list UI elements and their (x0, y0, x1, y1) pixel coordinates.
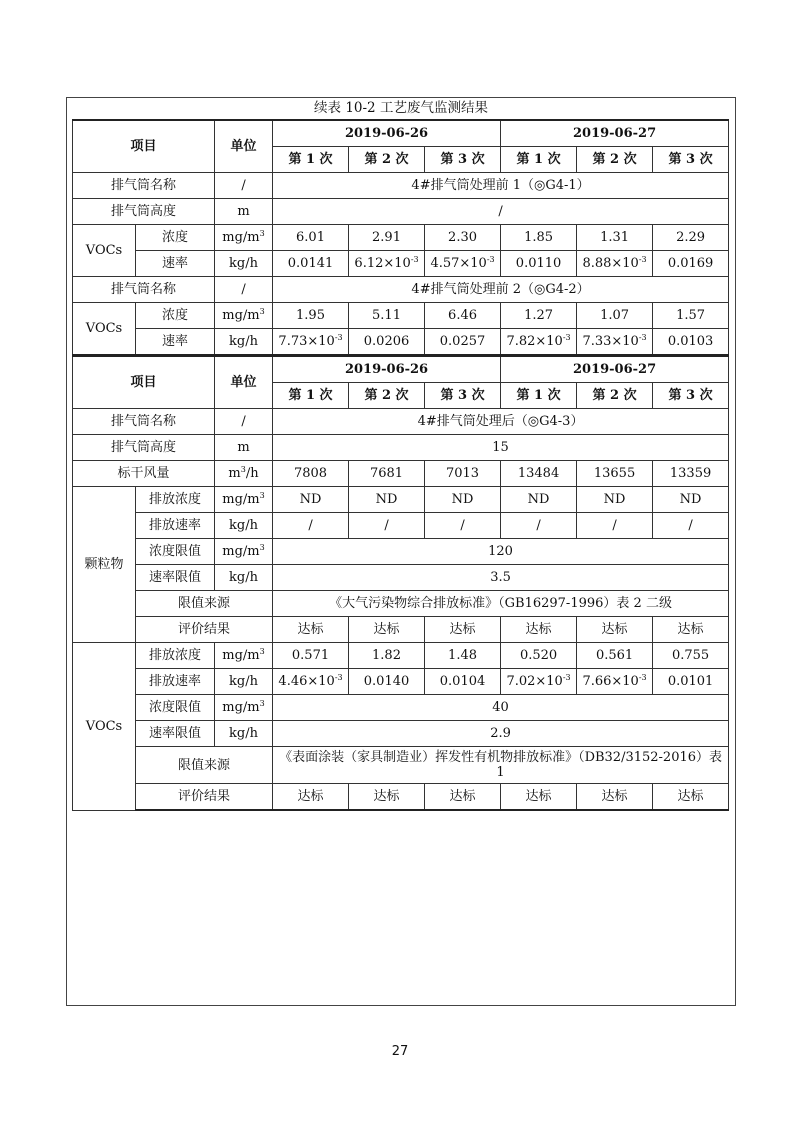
unit-cell: kg/h (215, 565, 273, 591)
unit-cell: $mg/m^3$ (215, 225, 273, 251)
unit-cell: kg/h (215, 251, 273, 277)
table-row (73, 225, 729, 251)
value-cell: 2.91 (349, 225, 425, 251)
value-cell: ND (653, 487, 729, 513)
header-run: 第 1 次 (501, 383, 577, 409)
value-cell: / (349, 513, 425, 539)
table-row (73, 591, 729, 617)
row-label: 浓度限值 (136, 695, 215, 721)
unit-cell: $mg/m^3$ (215, 643, 273, 669)
table-row (73, 617, 729, 643)
row-label: 排气筒名称 (73, 173, 215, 199)
value-cell: 0.0206 (349, 329, 425, 356)
table-row (73, 303, 729, 329)
value-cell: 达标 (501, 784, 577, 811)
unit-cell: kg/h (215, 721, 273, 747)
value-cell: 达标 (273, 784, 349, 811)
value-cell: $7.73\times 10^{-3}$ (273, 329, 349, 356)
header-run: 第 2 次 (577, 147, 653, 173)
value-cell: 达标 (501, 617, 577, 643)
row-label: 排气筒高度 (73, 435, 215, 461)
unit-cell: $mg/m^3$ (215, 487, 273, 513)
header-date-2: 2019-06-27 (501, 356, 729, 383)
table-row (73, 329, 729, 356)
value-cell: 0.571 (273, 643, 349, 669)
value-cell: 达标 (273, 617, 349, 643)
row-label: 标干风量 (73, 461, 215, 487)
limit-source-value: 《大气污染物综合排放标准》（GB16297-1996）表 2 二级 (273, 591, 729, 617)
value-cell: / (653, 513, 729, 539)
pollutant-label: 颗粒物 (73, 487, 136, 643)
row-label: 评价结果 (136, 784, 273, 811)
stack-name-value: 4#排气筒处理前 1（◎G4-1） (273, 173, 729, 199)
document-frame (66, 97, 736, 1006)
value-cell: 达标 (653, 784, 729, 811)
value-cell: 达标 (349, 617, 425, 643)
row-label: 速率 (136, 251, 215, 277)
value-cell: / (577, 513, 653, 539)
header-run: 第 2 次 (349, 383, 425, 409)
value-cell: 0.0140 (349, 669, 425, 695)
value-cell: 13484 (501, 461, 577, 487)
value-cell: 0.520 (501, 643, 577, 669)
value-cell: ND (273, 487, 349, 513)
value-cell: 1.95 (273, 303, 349, 329)
header-run: 第 3 次 (653, 383, 729, 409)
row-label: 排气筒名称 (73, 277, 215, 303)
value-cell: 13655 (577, 461, 653, 487)
value-cell: $7.82\times 10^{-3}$ (501, 329, 577, 356)
value-cell: 0.0104 (425, 669, 501, 695)
unit-cell: kg/h (215, 329, 273, 356)
value-cell: $6.12\times 10^{-3}$ (349, 251, 425, 277)
limit-source-value: 《表面涂装（家具制造业）挥发性有机物排放标准》（DB32/3152-2016）表 1 (273, 747, 729, 784)
header-date-2: 2019-06-27 (501, 120, 729, 147)
value-cell: 1.82 (349, 643, 425, 669)
monitoring-results-table (72, 119, 729, 811)
value-cell: 达标 (425, 784, 501, 811)
header-row-dates (73, 356, 729, 383)
pollutant-label: VOCs (73, 225, 136, 277)
value-cell: $4.46\times 10^{-3}$ (273, 669, 349, 695)
table-row (73, 461, 729, 487)
header-run: 第 1 次 (273, 383, 349, 409)
value-cell: 达标 (653, 617, 729, 643)
value-cell: $8.88\times 10^{-3}$ (577, 251, 653, 277)
table-row (73, 251, 729, 277)
header-run: 第 2 次 (349, 147, 425, 173)
pollutant-label: VOCs (73, 303, 136, 356)
value-cell: / (273, 513, 349, 539)
table-row (73, 695, 729, 721)
row-label: 速率限值 (136, 565, 215, 591)
unit-cell: $mg/m^3$ (215, 539, 273, 565)
row-label: 浓度 (136, 225, 215, 251)
table-row (73, 721, 729, 747)
table-row (73, 173, 729, 199)
table-row (73, 435, 729, 461)
table-row (73, 199, 729, 225)
value-cell: 达标 (577, 784, 653, 811)
row-label: 速率限值 (136, 721, 215, 747)
value-cell: 2.30 (425, 225, 501, 251)
header-item: 项目 (73, 356, 215, 409)
value-cell: 6.46 (425, 303, 501, 329)
header-run: 第 1 次 (273, 147, 349, 173)
row-label: 排气筒高度 (73, 199, 215, 225)
limit-value: 40 (273, 695, 729, 721)
value-cell: 达标 (425, 617, 501, 643)
table-row (73, 565, 729, 591)
row-label: 排放浓度 (136, 643, 215, 669)
unit-cell: $m^3/h$ (215, 461, 273, 487)
value-cell: 达标 (577, 617, 653, 643)
value-cell: 7013 (425, 461, 501, 487)
table-row (73, 747, 729, 784)
header-item: 项目 (73, 120, 215, 173)
value-cell: 2.29 (653, 225, 729, 251)
value-cell: ND (501, 487, 577, 513)
value-cell: 达标 (349, 784, 425, 811)
value-cell: 13359 (653, 461, 729, 487)
value-cell: 0.0110 (501, 251, 577, 277)
unit-cell: $mg/m^3$ (215, 695, 273, 721)
table-row (73, 784, 729, 811)
value-cell: 7681 (349, 461, 425, 487)
row-label: 速率 (136, 329, 215, 356)
table-row (73, 409, 729, 435)
limit-value: 3.5 (273, 565, 729, 591)
unit-cell: / (215, 173, 273, 199)
header-run: 第 1 次 (501, 147, 577, 173)
unit-cell: kg/h (215, 513, 273, 539)
stack-name-value: 4#排气筒处理前 2（◎G4-2） (273, 277, 729, 303)
row-label: 浓度 (136, 303, 215, 329)
value-cell: 6.01 (273, 225, 349, 251)
row-label: 排放速率 (136, 513, 215, 539)
header-run: 第 3 次 (425, 383, 501, 409)
unit-cell: kg/h (215, 669, 273, 695)
value-cell: 0.0103 (653, 329, 729, 356)
row-label: 排放浓度 (136, 487, 215, 513)
unit-cell: / (215, 409, 273, 435)
unit-cell: / (215, 277, 273, 303)
header-row-dates (73, 120, 729, 147)
value-cell: 1.27 (501, 303, 577, 329)
value-cell: 0.561 (577, 643, 653, 669)
table-row (73, 487, 729, 513)
stack-height-value: 15 (273, 435, 729, 461)
value-cell: 5.11 (349, 303, 425, 329)
value-cell: / (425, 513, 501, 539)
header-unit: 单位 (215, 120, 273, 173)
value-cell: $7.66\times 10^{-3}$ (577, 669, 653, 695)
row-label: 排气筒名称 (73, 409, 215, 435)
row-label: 浓度限值 (136, 539, 215, 565)
value-cell: 0.0169 (653, 251, 729, 277)
table-caption: 续表 10-2 工艺废气监测结果 (314, 100, 488, 116)
row-label: 限值来源 (136, 747, 273, 784)
header-unit: 单位 (215, 356, 273, 409)
header-run: 第 3 次 (425, 147, 501, 173)
table-row (73, 539, 729, 565)
header-date-1: 2019-06-26 (273, 356, 501, 383)
unit-cell: m (215, 199, 273, 225)
value-cell: 7808 (273, 461, 349, 487)
header-run: 第 2 次 (577, 383, 653, 409)
row-label: 排放速率 (136, 669, 215, 695)
pollutant-label: VOCs (73, 643, 136, 811)
value-cell: 1.31 (577, 225, 653, 251)
value-cell: 0.0101 (653, 669, 729, 695)
value-cell: $4.57\times 10^{-3}$ (425, 251, 501, 277)
unit-cell: $mg/m^3$ (215, 303, 273, 329)
table-row (73, 643, 729, 669)
header-run: 第 3 次 (653, 147, 729, 173)
limit-value: 2.9 (273, 721, 729, 747)
stack-height-value: / (273, 199, 729, 225)
page-number: 27 (391, 1044, 409, 1059)
table-row (73, 513, 729, 539)
value-cell: 0.0141 (273, 251, 349, 277)
value-cell: 0.755 (653, 643, 729, 669)
value-cell: 1.85 (501, 225, 577, 251)
table-row (73, 277, 729, 303)
unit-cell: m (215, 435, 273, 461)
limit-value: 120 (273, 539, 729, 565)
value-cell: 1.48 (425, 643, 501, 669)
stack-name-value: 4#排气筒处理后（◎G4-3） (273, 409, 729, 435)
value-cell: ND (349, 487, 425, 513)
value-cell: ND (577, 487, 653, 513)
header-date-1: 2019-06-26 (273, 120, 501, 147)
value-cell: / (501, 513, 577, 539)
value-cell: 1.07 (577, 303, 653, 329)
value-cell: 1.57 (653, 303, 729, 329)
value-cell: $7.33\times 10^{-3}$ (577, 329, 653, 356)
row-label: 评价结果 (136, 617, 273, 643)
value-cell: 0.0257 (425, 329, 501, 356)
value-cell: $7.02\times 10^{-3}$ (501, 669, 577, 695)
table-row (73, 669, 729, 695)
row-label: 限值来源 (136, 591, 273, 617)
value-cell: ND (425, 487, 501, 513)
